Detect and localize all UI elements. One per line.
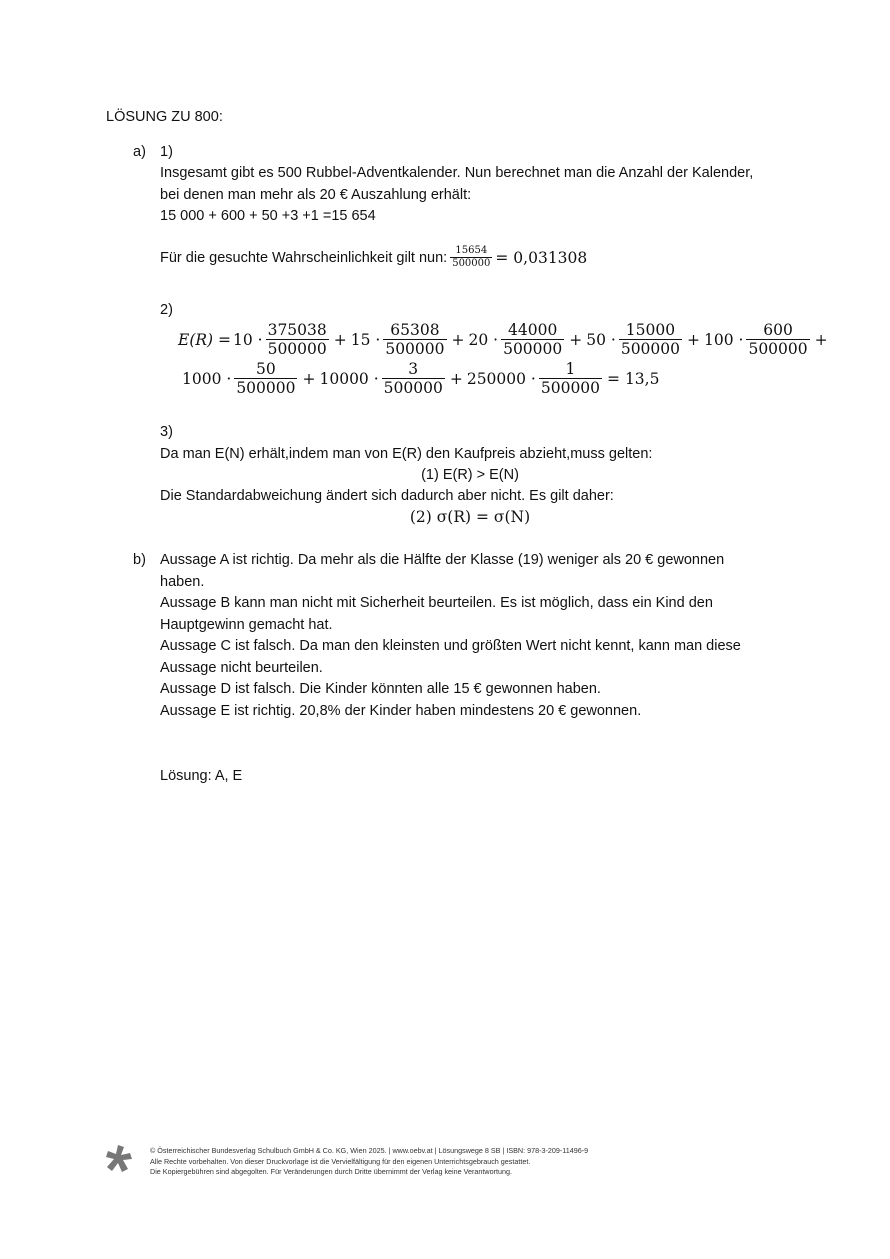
part-b-line: Aussage C ist falsch. Da man den kleinsten und größten Wert nicht kennt, kann man diese xyxy=(160,638,741,654)
part-a1-number: 1) xyxy=(160,144,173,160)
page-title: LÖSUNG ZU 800: xyxy=(106,109,223,125)
fraction-numerator: 15000 xyxy=(625,321,676,339)
term-operator: + xyxy=(687,330,700,349)
term-operator: + xyxy=(814,330,828,349)
fraction-numerator: 3 xyxy=(408,360,419,378)
fraction-numerator: 50 xyxy=(256,360,276,378)
part-b-line: Aussage A ist richtig. Da mehr als die Hälfte der Klasse (19) weniger als 20 € gewonnen xyxy=(160,552,725,568)
part-a3-text-line1: Da man E(N) erhält,indem man von E(R) den Kaufpreis abzieht,muss gelten: xyxy=(160,446,653,462)
footer xyxy=(150,1146,588,1178)
footer-line1: © Österreichischer Bundesverlag Schulbuch GmbH & Co. KG, Wien 2025. | www.oebv.at | Lösungswege 8 SB | ISBN: 978-3-209-11496-9 xyxy=(150,1146,589,1155)
fraction-numerator: 375038 xyxy=(267,321,327,339)
fraction-denominator: 500000 xyxy=(620,340,680,358)
term-fraction xyxy=(234,360,297,397)
fraction-denominator: 500000 xyxy=(236,379,296,397)
fraction-denominator: 500000 xyxy=(748,340,808,358)
term-fraction xyxy=(266,321,329,358)
fraction-numerator: 600 xyxy=(763,321,793,339)
term-fraction xyxy=(619,321,682,358)
probability-result: = 0,031308 xyxy=(495,248,588,267)
part-b-line: Aussage D ist falsch. Die Kinder könnten alle 15 € gewonnen haben. xyxy=(160,681,601,697)
part-b-statements xyxy=(160,551,741,723)
term-coefficient: 100 · xyxy=(704,330,744,349)
expectation-equation-row2 xyxy=(180,360,661,397)
solution-line: Lösung: A, E xyxy=(160,768,243,784)
probability-numerator: 15654 xyxy=(455,245,488,256)
fraction-numerator: 65308 xyxy=(390,321,440,339)
fraction-denominator: 500000 xyxy=(385,340,445,358)
term-operator: + xyxy=(569,330,583,349)
part-b-line: Aussage E ist richtig. 20,8% der Kinder haben mindestens 20 € gewonnen. xyxy=(160,702,642,719)
probability-text: Für die gesuchte Wahrscheinlichkeit gilt nun: xyxy=(160,249,448,266)
part-b-label: b) xyxy=(133,552,146,568)
term-fraction xyxy=(501,321,564,358)
part-a3-number: 3) xyxy=(160,424,173,440)
fraction-numerator: 1 xyxy=(565,360,576,378)
part-b-line: haben. xyxy=(160,573,205,590)
term-coefficient: 10000 · xyxy=(319,369,379,388)
expectation-equation-row1 xyxy=(178,321,830,358)
fraction-denominator: 500000 xyxy=(503,340,563,358)
term-operator: + xyxy=(302,369,316,388)
term-coefficient: 50 · xyxy=(586,330,616,349)
term-operator: + xyxy=(333,330,347,349)
footer-line2: Alle Rechte vorbehalten. Von dieser Druckvorlage ist die Vervielfältigung für den eigenen Unterrichtsgebrauch gestattet. xyxy=(150,1156,531,1166)
term-operator: + xyxy=(449,369,463,388)
term-coefficient: 250000 · xyxy=(466,369,536,388)
part-a1-text-line2: bei denen man mehr als 20 € Auszahlung erhält: xyxy=(160,187,472,203)
expectation-lhs: E(R) = xyxy=(178,330,231,349)
fraction-numerator: 44000 xyxy=(508,321,558,339)
term-coefficient: 10 · xyxy=(233,330,263,349)
part-a1-text-line1: Insgesamt gibt es 500 Rubbel-Adventkalender. Nun berechnet man die Anzahl der Kalender, xyxy=(160,165,754,181)
fraction-denominator: 500000 xyxy=(540,379,601,397)
term-fraction xyxy=(539,360,602,397)
term-fraction xyxy=(383,321,446,358)
part-a-label: a) xyxy=(133,144,146,160)
part-a3-equation1: (1) E(R) > E(N) xyxy=(421,467,519,483)
part-b-line: Hauptgewinn gemacht hat. xyxy=(160,616,333,633)
part-a3-text-line2: Die Standardabweichung ändert sich dadurch aber nicht. Es gilt daher: xyxy=(160,488,614,504)
fraction-denominator: 500000 xyxy=(383,379,443,397)
fraction-denominator: 500000 xyxy=(267,340,327,358)
publisher-logo-icon xyxy=(104,1143,136,1175)
term-operator: = 13,5 xyxy=(607,369,660,388)
term-fraction xyxy=(746,321,809,358)
term-coefficient: 15 · xyxy=(350,330,381,349)
part-a1-probability xyxy=(160,245,587,270)
part-a1-sum: 15 000 + 600 + 50 +3 +1 =15 654 xyxy=(160,208,376,224)
part-b-line: Aussage B kann man nicht mit Sicherheit beurteilen. Es ist möglich, dass ein Kind den xyxy=(160,595,713,611)
term-coefficient: 20 · xyxy=(468,330,499,349)
probability-fraction xyxy=(450,245,492,270)
footer-line3: Die Kopiergebühren sind abgegolten. Für Veränderungen durch Dritte übernimmt der Verlag keine Verantwortung. xyxy=(150,1167,512,1176)
term-fraction xyxy=(382,360,445,397)
part-a2-number: 2) xyxy=(160,302,173,318)
term-coefficient: 1000 · xyxy=(182,369,232,388)
part-b-line: Aussage nicht beurteilen. xyxy=(160,659,323,676)
probability-denominator: 500000 xyxy=(452,258,491,269)
term-operator: + xyxy=(451,330,465,349)
part-a3-equation2: (2) σ(R) = σ(N) xyxy=(409,508,531,526)
